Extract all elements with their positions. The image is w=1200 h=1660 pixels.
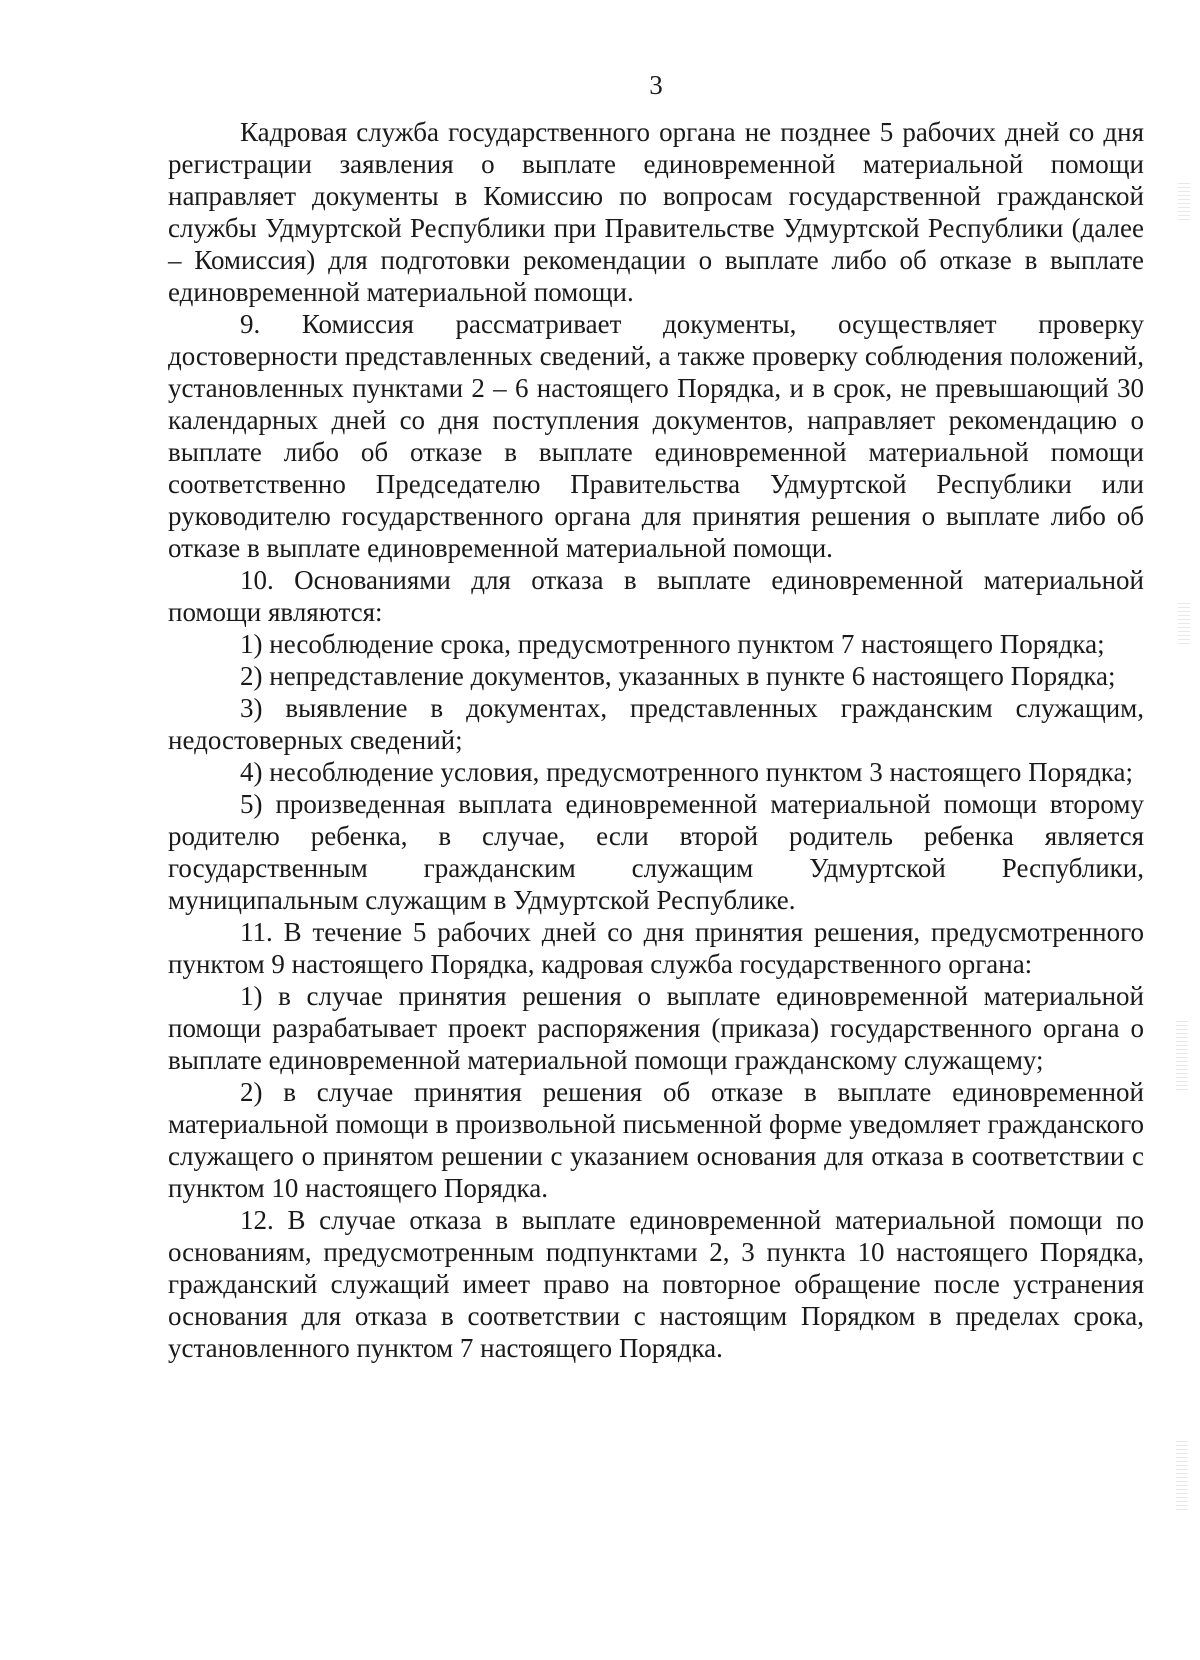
scan-noise-mark (1178, 600, 1190, 644)
paragraph-10-item-2: 2) непредставление документов, указанных в пункте 6 настоящего Порядка; (240, 661, 1116, 691)
paragraph-9: 9. Комиссия рассматривает документы, осуществляет проверку достоверности представленных сведений, а также проверку соблюдения положений, установленных пунктами 2 – 6 настоящего Порядка, и в срок, не превышающий 30 календарных дней со дня поступления документов, направляет рекомендацию о выплате либо об отказе в выплате единовременной материальной помощи соответственно Председателю Правительства Удмуртской Республики или руководителю государственного органа для принятия решения о выплате либо об отказе в выплате единовременной материальной помощи. (168, 309, 1144, 563)
paragraph-10-item-5: 5) произведенная выплата единовременной материальной помощи второму родителю ребенка, в случае, если второй родитель ребенка является государственным гражданским служащим Удмуртской Республики, муниципальным служащим в Удмуртской Республике. (168, 789, 1144, 915)
scan-noise-mark (1176, 1020, 1188, 1090)
page-number: 3 (649, 70, 663, 100)
paragraph-10-item-3: 3) выявление в документах, представленных гражданским служащим, недостоверных сведений; (168, 693, 1144, 755)
paragraph-hr-service: Кадровая служба государственного органа не позднее 5 рабочих дней со дня регистрации заявления о выплате единовременной материальной помощи направляет документы в Комиссию по вопросам государственной гражданской службы Удмуртской Республики при Правительстве Удмуртской Республики (далее – Комиссия) для подготовки рекомендации о выплате либо об отказе в выплате единовременной материальной помощи. (168, 117, 1144, 307)
paragraph-11-item-2: 2) в случае принятия решения об отказе в выплате единовременной материальной помощи в произвольной письменной форме уведомляет гражданского служащего о принятом решении с указанием основания для отказа в соответствии с пунктом 10 настоящего Порядка. (168, 1077, 1144, 1203)
paragraph-11-item-1: 1) в случае принятия решения о выплате единовременной материальной помощи разрабатывает проект распоряжения (приказа) государственного органа о выплате единовременной материальной помощи гражданскому служащему; (168, 981, 1144, 1075)
paragraph-10-item-4: 4) несоблюдение условия, предусмотренного пунктом 3 настоящего Порядка; (240, 757, 1134, 787)
paragraph-10-item-1: 1) несоблюдение срока, предусмотренного пунктом 7 настоящего Порядка; (240, 629, 1105, 659)
paragraph-10: 10. Основаниями для отказа в выплате единовременной материальной помощи являются: (168, 565, 1144, 627)
scan-noise-mark (1178, 180, 1190, 220)
document-body (168, 116, 1144, 1364)
paragraph-12: 12. В случае отказа в выплате единовременной материальной помощи по основаниям, предусмотренным подпунктами 2, 3 пункта 10 настоящего Порядка, гражданский служащий имеет право на повторное обращение после устранения основания для отказа в соответствии с настоящим Порядком в пределах срока, установленного пунктом 7 настоящего Порядка. (168, 1205, 1144, 1363)
scan-noise-mark (1176, 1440, 1188, 1510)
paragraph-11: 11. В течение 5 рабочих дней со дня принятия решения, предусмотренного пунктом 9 настоящего Порядка, кадровая служба государственного органа: (168, 917, 1144, 979)
